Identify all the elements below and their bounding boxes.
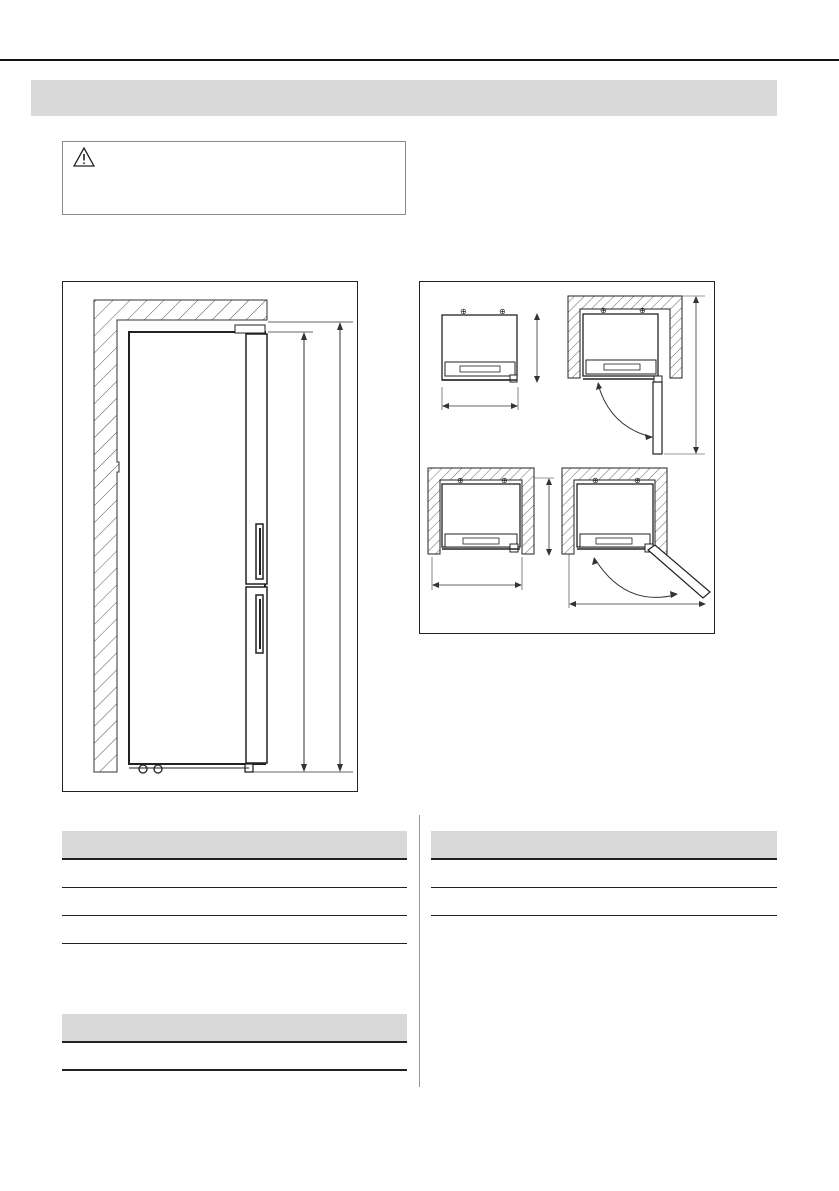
- table-cell: [177, 860, 292, 887]
- table-cell: [292, 1043, 407, 1069]
- table-cell: [62, 1043, 177, 1069]
- side-view-figure: [62, 281, 358, 792]
- svg-text:⊕: ⊕: [639, 306, 646, 315]
- table-cell: [292, 860, 407, 887]
- table-row: [62, 860, 407, 888]
- table-cell: [662, 888, 777, 915]
- svg-text:⊕: ⊕: [634, 476, 641, 485]
- warning-triangle-icon: [73, 147, 95, 167]
- svg-text:⊕: ⊕: [600, 306, 607, 315]
- column-divider: [419, 815, 420, 1087]
- table-header: [431, 831, 777, 860]
- top-rule: [0, 59, 839, 61]
- dimensions-table-left: [62, 831, 407, 944]
- table-row: [62, 888, 407, 916]
- table-cell: [292, 888, 407, 915]
- top-view-4: [562, 468, 710, 608]
- table-row: [431, 888, 777, 916]
- top-view-1: [442, 307, 540, 410]
- table-row: [62, 1043, 407, 1071]
- table-cell: [62, 916, 177, 943]
- top-view-3: [428, 468, 554, 590]
- svg-text:⊕: ⊕: [457, 476, 464, 485]
- door-opening-figure: [419, 281, 715, 634]
- door-open-1: [653, 382, 662, 454]
- table-cell: [546, 888, 661, 915]
- section-header-bar: [31, 80, 777, 116]
- table-cell: [62, 888, 177, 915]
- svg-text:⊕: ⊕: [499, 307, 506, 316]
- side-view-drawing: [63, 282, 359, 793]
- table-cell: [62, 860, 177, 887]
- dimensions-table-left-bottom: [62, 1014, 407, 1071]
- warning-box: [62, 141, 406, 215]
- fridge-body: [129, 332, 265, 764]
- svg-text:⊕: ⊕: [501, 476, 508, 485]
- table-cell: [292, 916, 407, 943]
- svg-text:⊕: ⊕: [592, 476, 599, 485]
- svg-text:⊕: ⊕: [460, 307, 467, 316]
- table-header: [62, 831, 407, 860]
- table-cell: [546, 860, 661, 887]
- dimensions-table-right: [431, 831, 777, 916]
- door-opening-drawing: [420, 282, 716, 635]
- door-open-2: [648, 545, 710, 598]
- table-header: [62, 1014, 407, 1043]
- table-cell: [177, 916, 292, 943]
- table-cell: [177, 1043, 292, 1069]
- table-cell: [431, 888, 546, 915]
- top-view-2: [568, 296, 705, 454]
- table-cell: [177, 888, 292, 915]
- table-cell: [431, 860, 546, 887]
- table-row: [62, 916, 407, 944]
- table-cell: [662, 860, 777, 887]
- table-row: [431, 860, 777, 888]
